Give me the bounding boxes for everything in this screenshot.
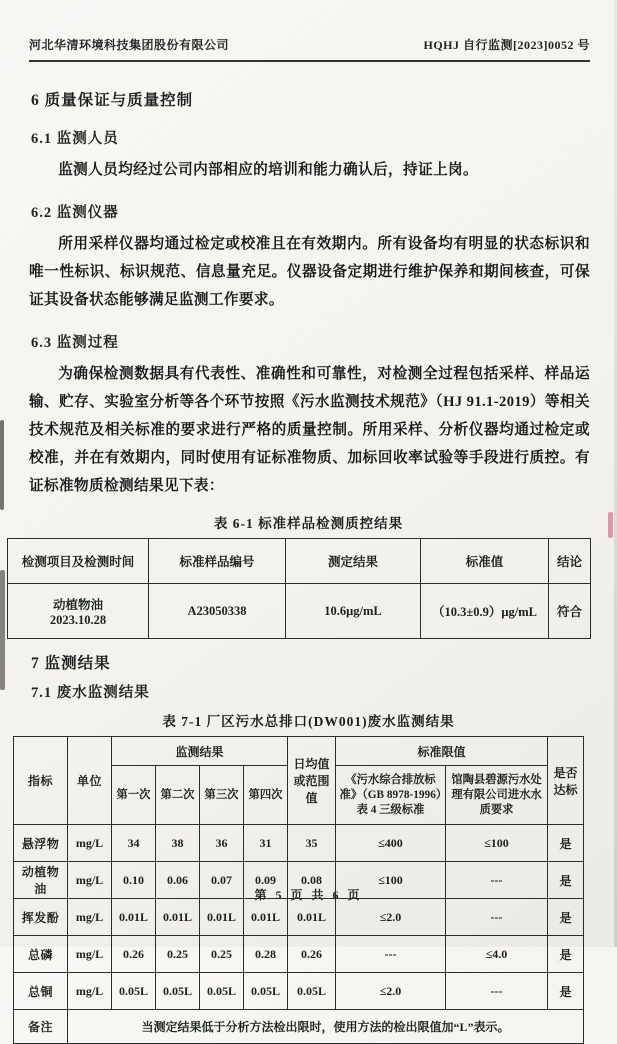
cell-compliant: 是 — [548, 973, 584, 1010]
section-6-3-title: 6.3 监测过程 — [31, 335, 119, 351]
cell-run2: 38 — [156, 825, 200, 862]
col-header-item-time: 检测项目及检测时间 — [8, 539, 149, 584]
cell-compliant: 是 — [548, 936, 584, 973]
col-header-sample-no: 标准样品编号 — [149, 539, 286, 584]
table-6-1-qc-results — [7, 538, 591, 639]
col-header-run2: 第二次 — [156, 766, 200, 825]
col-header-run3: 第三次 — [200, 766, 244, 825]
document-number: HQHJ 自行监测[2023]0052 号 — [423, 38, 590, 52]
table-row-volatile-phenol — [14, 899, 584, 936]
cell-indicator: 动植物油 — [14, 862, 68, 899]
cell-indicator: 悬浮物 — [14, 825, 68, 862]
col-header-indicator: 指标 — [14, 737, 68, 825]
cell-sample-no: A23050338 — [149, 584, 286, 639]
cell-unit: mg/L — [68, 973, 112, 1010]
col-header-monitor-results: 监测结果 — [112, 737, 288, 766]
cell-conclusion: 符合 — [549, 584, 591, 639]
cell-run4: 31 — [244, 825, 288, 862]
note-label: 备注 — [14, 1010, 68, 1044]
section-6-1-title: 6.1 监测人员 — [31, 131, 119, 147]
col-header-run4: 第四次 — [244, 766, 288, 825]
col-header-compliant: 是否达标 — [548, 737, 584, 825]
cell-run4: 0.01L — [244, 899, 288, 936]
cell-unit: mg/L — [68, 862, 112, 899]
cell-run1: 0.05L — [112, 973, 156, 1010]
cell-std-intake: --- — [446, 973, 548, 1010]
section-7-title: 7 监测结果 — [31, 655, 111, 672]
cell-unit: mg/L — [68, 825, 112, 862]
cell-run2: 0.25 — [156, 936, 200, 973]
cell-unit: mg/L — [68, 936, 112, 973]
cell-run3: 0.07 — [200, 862, 244, 899]
company-name: 河北华清环境科技集团股份有限公司 — [29, 38, 230, 52]
cell-std-gb8978: --- — [336, 936, 446, 973]
cell-run3: 36 — [200, 825, 244, 862]
col-header-unit: 单位 — [68, 737, 112, 825]
table-row-suspended-solids — [14, 825, 584, 862]
cell-item-name: 动植物油 — [52, 597, 103, 612]
cell-std-gb8978: ≤400 — [336, 825, 446, 862]
cell-run3: 0.05L — [200, 973, 244, 1010]
cell-run3: 0.25 — [200, 936, 244, 973]
col-header-std-gb8978: 《污水综合排放标准》（GB 8978-1996）表 4 三级标准 — [336, 766, 446, 825]
section-6-1-paragraph: 监测人员均经过公司内部相应的培训和能力确认后，持证上岗。 — [58, 162, 479, 178]
cell-std-gb8978: ≤100 — [336, 862, 446, 899]
col-header-measured: 测定结果 — [286, 539, 421, 584]
cell-indicator: 总磷 — [14, 936, 68, 973]
col-header-daily-avg: 日均值或范围值 — [288, 737, 336, 825]
cell-daily-avg: 0.08 — [288, 862, 336, 899]
cell-run4: 0.05L — [244, 973, 288, 1010]
cell-indicator: 总铜 — [14, 973, 68, 1010]
table-7-1-note-row — [14, 1010, 584, 1044]
cell-item-time — [8, 584, 149, 639]
cell-run4: 0.09 — [244, 862, 288, 899]
cell-run4: 0.28 — [244, 936, 288, 973]
cell-compliant: 是 — [548, 899, 584, 936]
col-header-run1: 第一次 — [112, 766, 156, 825]
table-row-total-phosphorus — [14, 936, 584, 973]
table-6-1-caption: 表 6-1 标准样品检测质控结果 — [213, 516, 404, 531]
cell-run2: 0.06 — [156, 862, 200, 899]
cell-daily-avg: 0.01L — [288, 899, 336, 936]
table-7-1-caption: 表 7-1 厂区污水总排口(DW001)废水监测结果 — [162, 714, 455, 729]
cell-std-gb8978: ≤2.0 — [336, 899, 446, 936]
table-6-1-header-row — [8, 539, 591, 584]
table-7-1-header-row-1 — [14, 737, 584, 766]
cell-item-date: 2023.10.28 — [49, 612, 107, 627]
cell-daily-avg: 35 — [288, 825, 336, 862]
section-6-2-paragraph: 所用采样仪器均通过检定或校准且在有效期内。所有设备均有明显的状态标识和唯一性标识、标识规范、信息量充足。仪器设备定期进行维护保养和期间核查，可保证其设备状态能够满足监测工作要求。 — [29, 236, 590, 308]
cell-run1: 0.10 — [112, 862, 156, 899]
cell-daily-avg: 0.26 — [288, 936, 336, 973]
section-7-1-title: 7.1 废水监测结果 — [31, 685, 150, 701]
cell-std-intake: ≤4.0 — [446, 936, 548, 973]
col-header-std-intake: 馆陶县碧源污水处理有限公司进水水质要求 — [446, 766, 548, 825]
cell-run2: 0.05L — [156, 973, 200, 1010]
note-text: 当测定结果低于分析方法检出限时，使用方法的检出限值加“L”表示。 — [68, 1010, 584, 1044]
cell-unit: mg/L — [68, 899, 112, 936]
cell-std-gb8978: ≤2.0 — [336, 973, 446, 1010]
col-header-standard: 标准值 — [421, 539, 549, 584]
cell-measured: 10.6μg/mL — [286, 584, 421, 639]
cell-std-intake: --- — [446, 899, 548, 936]
table-6-1-data-row — [8, 584, 591, 639]
cell-std-intake: ≤100 — [446, 825, 548, 862]
page-number: 第 5 页 共 6 页 — [254, 888, 363, 902]
cell-run1: 34 — [112, 825, 156, 862]
cell-std-intake: --- — [446, 862, 548, 899]
cell-compliant: 是 — [548, 862, 584, 899]
cell-daily-avg: 0.05L — [288, 973, 336, 1010]
col-header-standard-limit: 标准限值 — [336, 737, 548, 766]
section-6-3-paragraph: 为确保检测数据具有代表性、准确性和可靠性，对检测全过程包括采样、样品运输、贮存、实验室分析等各个环节按照《污水监测技术规范》（HJ 91.1-2019）等相关技术规范及相关标准的要求进行严格的质量控制。所用采样、分析仪器均通过检定或校准，并在有效期内，同时使用有证标准物质、加标回收率试验等手段进行质控。有证标准物质检测结果见下表： — [29, 366, 590, 494]
cell-indicator: 挥发酚 — [14, 899, 68, 936]
cell-run3: 0.01L — [200, 899, 244, 936]
cell-standard: （10.3±0.9）μg/mL — [421, 584, 549, 639]
cell-run1: 0.01L — [112, 899, 156, 936]
section-6-title: 6 质量保证与质量控制 — [31, 92, 194, 109]
section-6-2-title: 6.2 监测仪器 — [31, 205, 119, 221]
document-header — [29, 0, 590, 62]
cell-run2: 0.01L — [156, 899, 200, 936]
col-header-conclusion: 结论 — [549, 539, 591, 584]
cell-compliant: 是 — [548, 825, 584, 862]
table-row-total-copper — [14, 973, 584, 1010]
cell-run1: 0.26 — [112, 936, 156, 973]
